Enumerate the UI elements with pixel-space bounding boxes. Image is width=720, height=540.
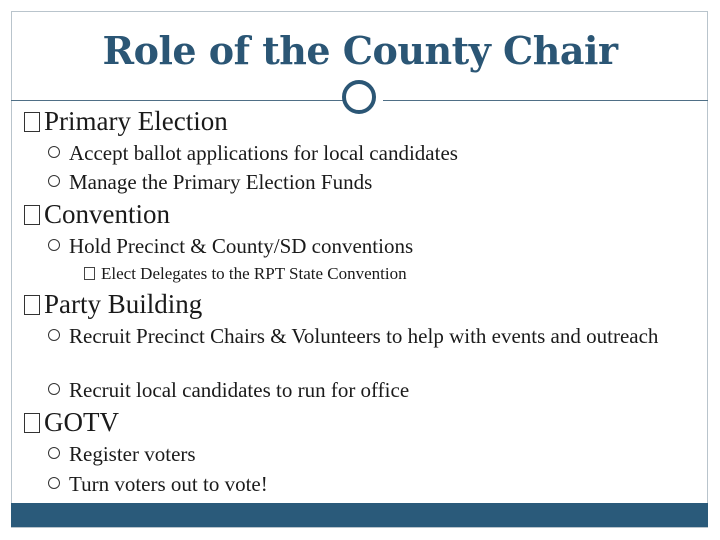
list-item: Recruit local candidates to run for office xyxy=(48,378,409,403)
footer-accent-bar xyxy=(11,503,708,527)
divider-circle-ornament xyxy=(342,80,376,114)
list-item: Register voters xyxy=(48,442,196,467)
list-item: Recruit Precinct Chairs & Volunteers to help with events and outreach xyxy=(48,324,688,348)
bullet-circle-icon xyxy=(48,239,60,251)
bullet-box-icon xyxy=(24,295,40,315)
title-divider-right xyxy=(383,100,708,101)
title-divider-left xyxy=(11,100,343,101)
slide-title: Role of the County Chair xyxy=(102,28,618,73)
section-heading-gotv: GOTV xyxy=(24,407,119,438)
list-item: Manage the Primary Election Funds xyxy=(48,170,372,195)
list-item: Turn voters out to vote! xyxy=(48,472,268,497)
bullet-circle-icon xyxy=(48,477,60,489)
section-heading-party-building: Party Building xyxy=(24,289,202,320)
bullet-box-icon xyxy=(24,413,40,433)
bullet-circle-icon xyxy=(48,146,60,158)
section-heading-primary-election: Primary Election xyxy=(24,106,228,137)
bullet-circle-icon xyxy=(48,175,60,187)
bullet-circle-icon xyxy=(48,447,60,459)
sub-list-item: Elect Delegates to the RPT State Convention xyxy=(84,264,407,284)
bullet-box-icon xyxy=(24,112,40,132)
list-item: Hold Precinct & County/SD conventions xyxy=(48,234,413,259)
bullet-circle-icon xyxy=(48,383,60,395)
bullet-box-icon xyxy=(84,267,95,280)
section-heading-convention: Convention xyxy=(24,199,170,230)
bullet-circle-icon xyxy=(48,329,60,341)
list-item: Accept ballot applications for local candidates xyxy=(48,141,458,166)
bullet-box-icon xyxy=(24,205,40,225)
